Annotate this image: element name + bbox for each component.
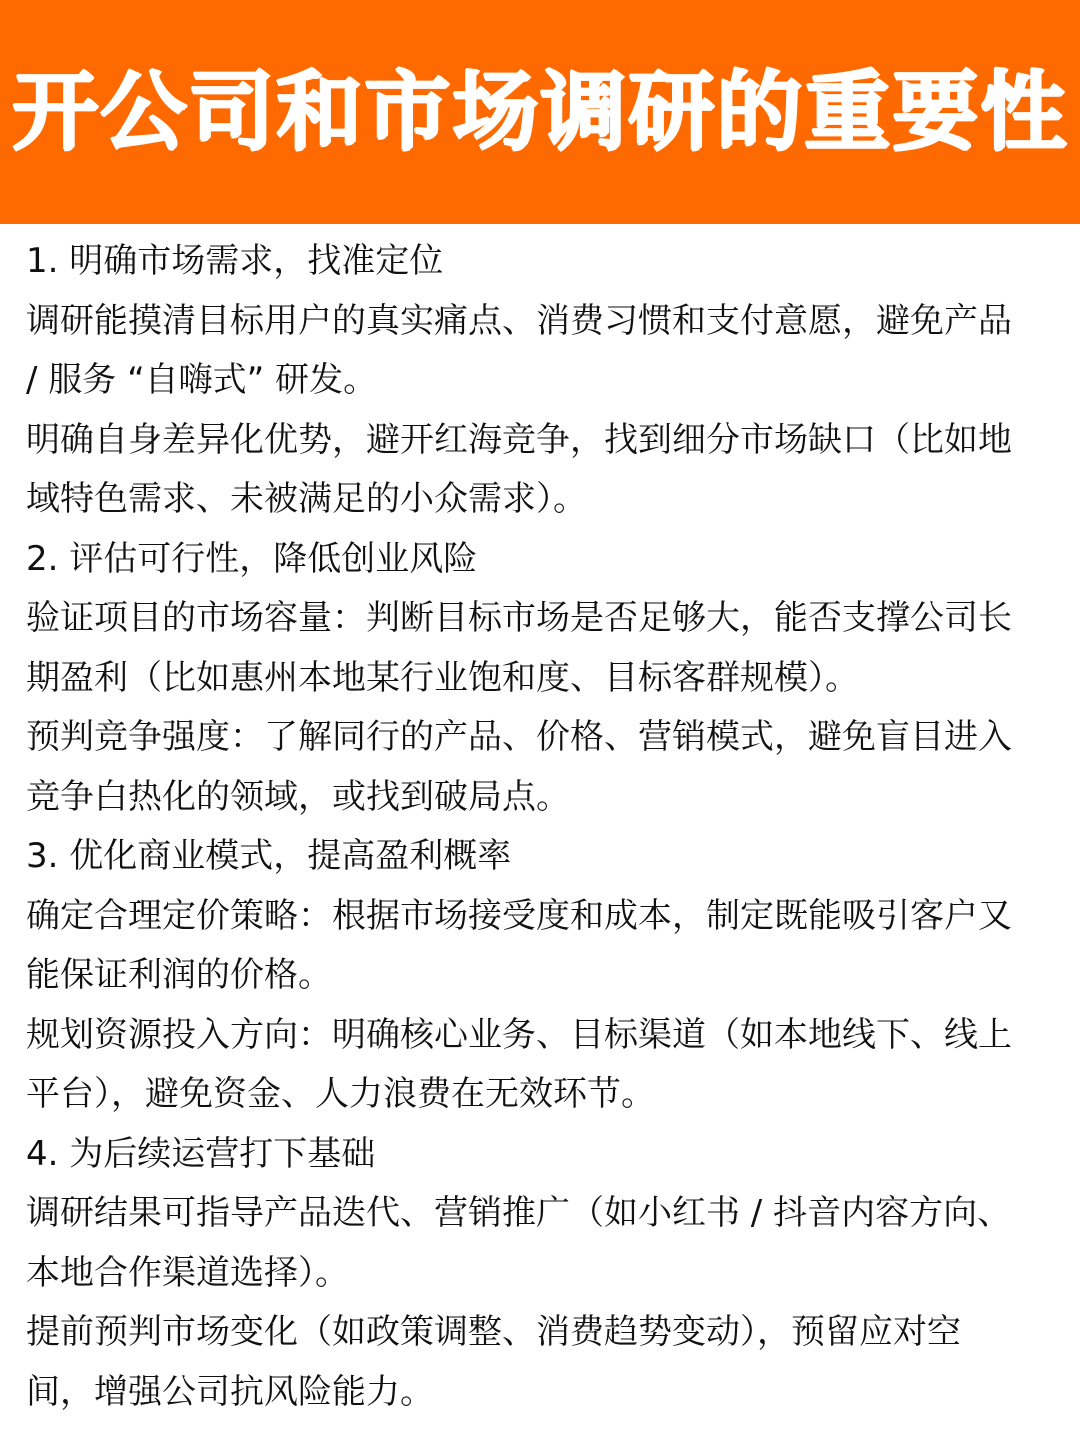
paragraph-line: / 服务 “自嗨式” 研发。 xyxy=(26,360,378,400)
paragraph-line: 预判竞争强度：了解同行的产品、价格、营销模式，避免盲目进入 xyxy=(26,717,1012,757)
paragraph-line: 明确自身差异化优势，避开红海竞争，找到细分市场缺口（比如地 xyxy=(26,419,1012,460)
paragraph-line: 确定合理定价策略：根据市场接受度和成本，制定既能吸引客户又 xyxy=(26,895,1012,936)
paragraph-line: 调研结果可指导产品迭代、营销推广（如小红书 / 抖音内容方向、 xyxy=(26,1193,1012,1233)
paragraph-line: 能保证利润的价格。 xyxy=(26,955,332,995)
paragraph-line: 规划资源投入方向：明确核心业务、目标渠道（如本地线下、线上 xyxy=(26,1014,1012,1055)
section-heading-4: 4. 为后续运营打下基础 xyxy=(26,1133,376,1174)
page-title: 开公司和市场调研的重要性 xyxy=(12,62,1068,162)
paragraph-line: 期盈利（比如惠州本地某行业饱和度、目标客群规模）。 xyxy=(26,657,859,698)
paragraph-line: 验证项目的市场容量：判断目标市场是否足够大，能否支撑公司长 xyxy=(26,598,1012,638)
section-heading-1: 1. 明确市场需求，找准定位 xyxy=(26,241,444,281)
section-heading-3: 3. 优化商业模式，提高盈利概率 xyxy=(26,836,512,876)
paragraph-line: 域特色需求、未被满足的小众需求）。 xyxy=(26,479,587,519)
paragraph-line: 本地合作渠道选择）。 xyxy=(26,1252,349,1293)
paragraph-line: 调研能摸清目标用户的真实痛点、消费习惯和支付意愿，避免产品 xyxy=(26,300,1012,341)
paragraph-line: 竞争白热化的领域，或找到破局点。 xyxy=(26,776,570,817)
paragraph-line: 平台），避免资金、人力浪费在无效环节。 xyxy=(26,1074,655,1114)
article-body xyxy=(26,232,1056,1422)
title-banner xyxy=(0,0,1080,224)
section-heading-2: 2. 评估可行性，降低创业风险 xyxy=(26,538,478,579)
paragraph-line: 间，增强公司抗风险能力。 xyxy=(26,1371,434,1412)
paragraph-line: 提前预判市场变化（如政策调整、消费趋势变动），预留应对空 xyxy=(26,1312,961,1352)
